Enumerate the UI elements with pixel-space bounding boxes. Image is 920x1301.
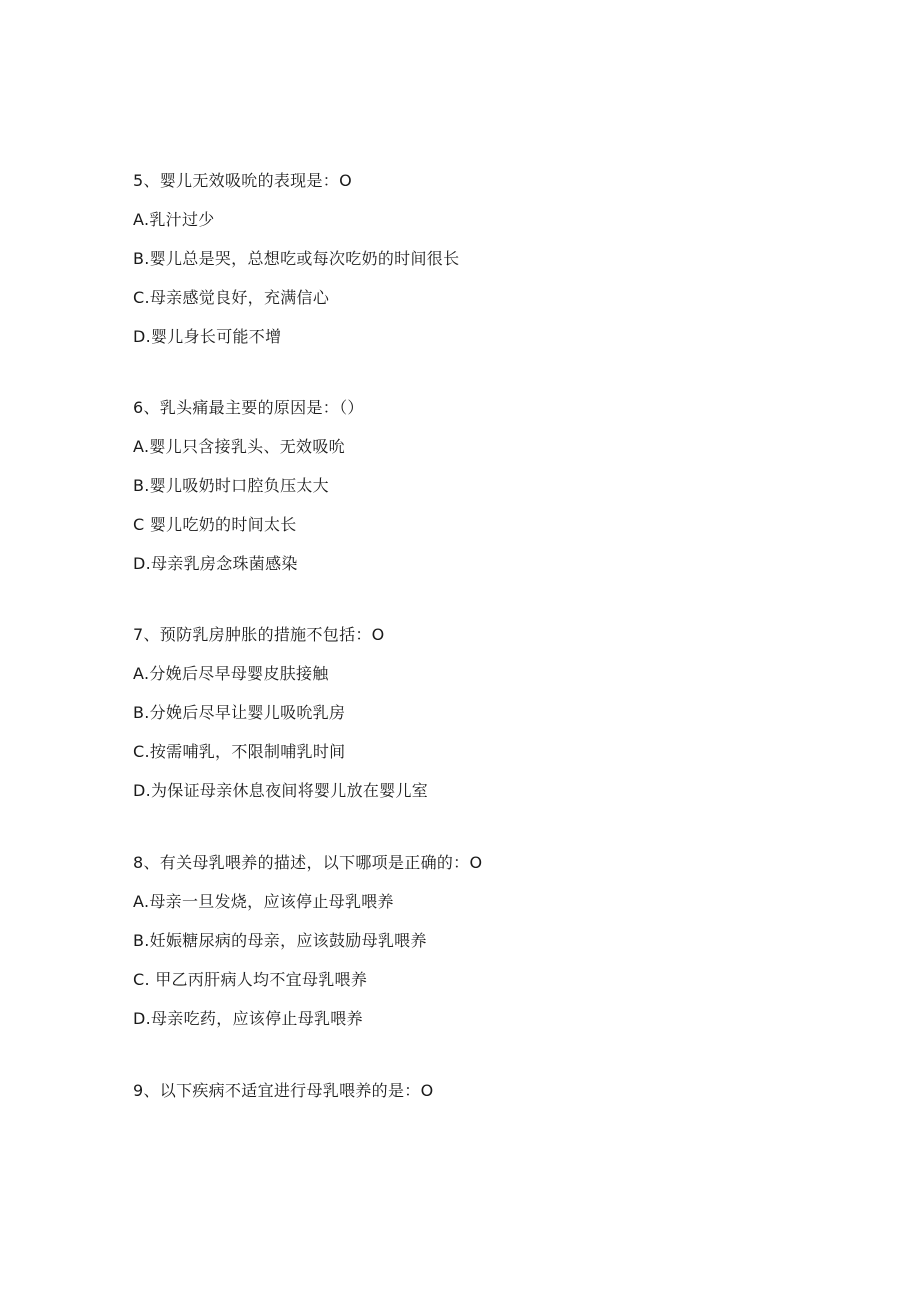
option-c: C. 甲乙丙肝病人均不宜母乳喂养 bbox=[133, 970, 368, 989]
option-b: B.妊娠糖尿病的母亲，应该鼓励母乳喂养 bbox=[133, 931, 427, 950]
option-a: A.分娩后尽早母婴皮肤接触 bbox=[133, 664, 329, 683]
option-b: B.婴儿总是哭，总想吃或每次吃奶的时间很长 bbox=[133, 249, 460, 268]
option-b: B.分娩后尽早让婴儿吸吮乳房 bbox=[133, 703, 346, 722]
question-6 bbox=[133, 398, 833, 593]
option-d: D.母亲乳房念珠菌感染 bbox=[133, 554, 298, 573]
question-stem: 5、婴儿无效吸吮的表现是：O bbox=[133, 171, 352, 190]
question-9 bbox=[133, 1081, 833, 1120]
option-c: C.按需哺乳，不限制哺乳时间 bbox=[133, 742, 346, 761]
option-a: A.乳汁过少 bbox=[133, 210, 215, 229]
question-7 bbox=[133, 625, 833, 820]
option-b: B.婴儿吸奶时口腔负压太大 bbox=[133, 476, 329, 495]
option-a: A.母亲一旦发烧，应该停止母乳喂养 bbox=[133, 892, 394, 911]
question-stem: 7、预防乳房肿胀的措施不包括：O bbox=[133, 625, 385, 644]
question-stem: 6、乳头痛最主要的原因是：（） bbox=[133, 398, 364, 417]
question-stem: 8、有关母乳喂养的描述，以下哪项是正确的：O bbox=[133, 853, 483, 872]
option-d: D.为保证母亲休息夜间将婴儿放在婴儿室 bbox=[133, 781, 429, 800]
option-d: D.婴儿身长可能不增 bbox=[133, 327, 282, 346]
option-c: C.母亲感觉良好，充满信心 bbox=[133, 288, 330, 307]
question-8 bbox=[133, 853, 833, 1048]
option-a: A.婴儿只含接乳头、无效吸吮 bbox=[133, 437, 345, 456]
question-5 bbox=[133, 171, 833, 366]
question-stem: 9、以下疾病不适宜进行母乳喂养的是：O bbox=[133, 1081, 434, 1100]
option-d: D.母亲吃药，应该停止母乳喂养 bbox=[133, 1009, 363, 1028]
option-c: C 婴儿吃奶的时间太长 bbox=[133, 515, 297, 534]
